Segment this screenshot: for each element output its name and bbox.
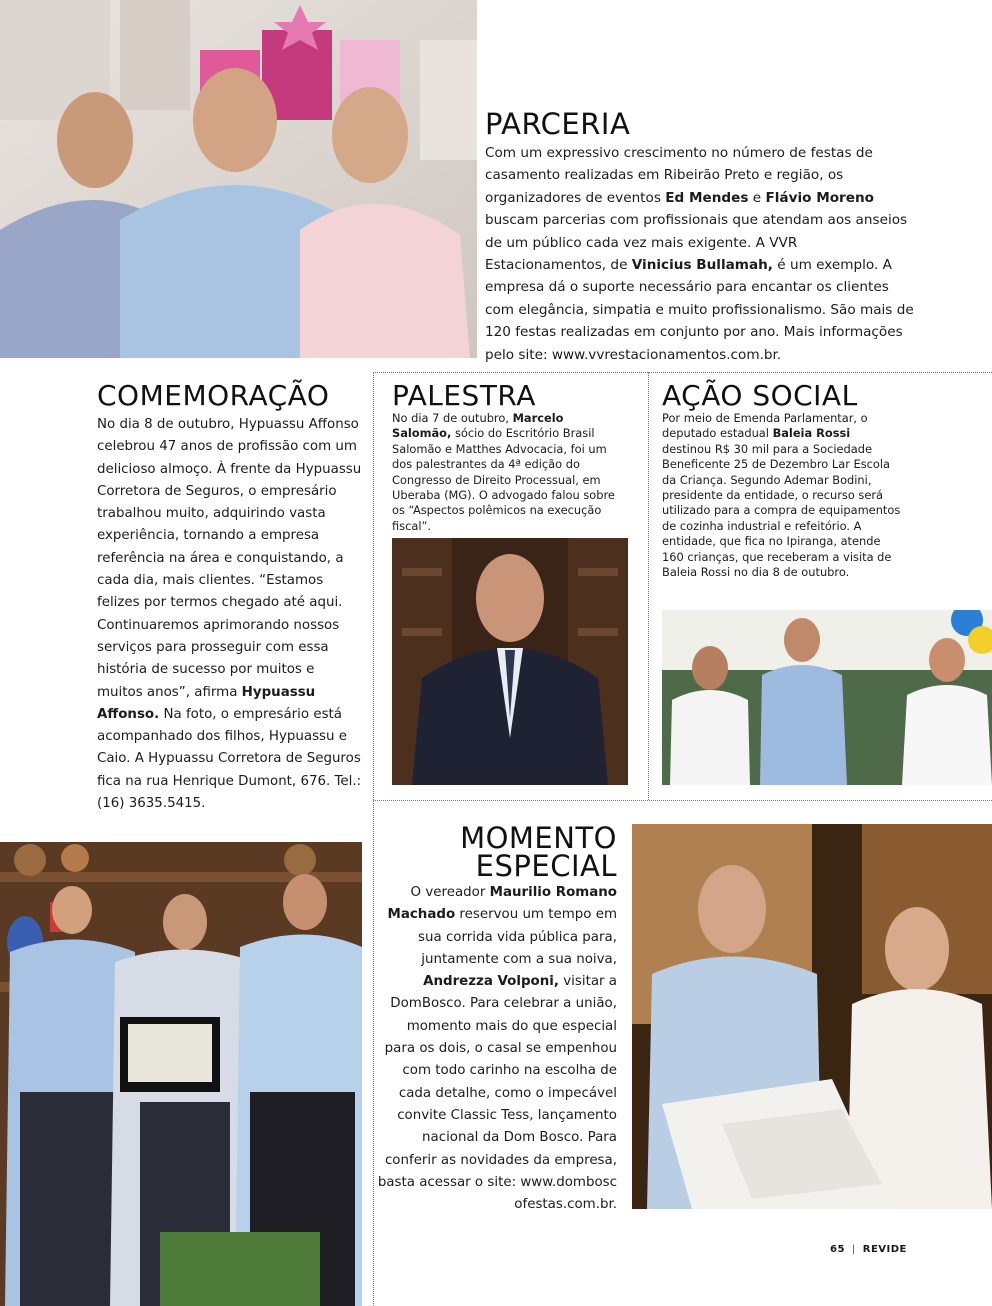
parceria-title: PARCERIA: [485, 107, 631, 141]
momento-text: O vereador Maurilio Romano Machado reservou um tempo em sua corrida vida pública para, juntamente com a sua noiva, Andrezza Volponi, visitar a DomBosco. Para celebrar a união, momento mais do que especial para os dois, o casal se empenhou com todo carinho na escolha de cada detalhe, como o impecável convite Classic Tess, lançamento nacional da Dom Bosco. Para conferir as novidades da empresa, basta acessar o site: www.dombosc ofestas.com.br.: [377, 885, 617, 1213]
footer-separator: |: [851, 1244, 856, 1255]
photo-parceria: [0, 0, 477, 358]
photo-palestra: [392, 538, 628, 785]
page-footer: [830, 1244, 907, 1255]
divider-col1: [373, 372, 374, 1306]
parceria-text: Com um expressivo crescimento no número de festas de casamento realizadas em Ribeirão Preto e região, os organizadores de eventos Ed Mendes e Flávio Moreno buscam parcerias com profissionais que atendam aos anseios de um público cada vez mais exigente. A VVR Estacionamentos, de Vinicius Bullamah, é um exemplo. A empresa dá o suporte necessário para encantar os clientes com elegância, simpatia e muito profissionalismo. São mais de 120 festas realizadas em conjunto por ano. Mais informações pelo site: www.vvrestacionamentos.com.br.: [485, 145, 914, 363]
comemoracao-text: No dia 8 de outubro, Hypuassu Affonso celebrou 47 anos de profissão com um delicioso almoço. À frente da Hypuassu Corretora de Seguros, o empresário trabalhou muito, adquirindo vasta experiência, tornando a empresa referência na área e conquistando, a cada dia, mais clientes. “Estamos felizes por termos chegado até aqui. Continuaremos aprimorando nossos serviços para prosseguir com essa história de sucesso por muitos e muitos anos”, afirma Hypuassu Affonso. Na foto, o empresário está acompanhado dos filhos, Hypuassu e Caio. A Hypuassu Corretora de Seguros fica na rua Henrique Dumont, 676. Tel.: (16) 3635.5415.: [97, 417, 362, 812]
photo-momento-especial: [632, 824, 992, 1209]
momento-title-line2: ESPECIAL: [475, 849, 617, 883]
photo-comemoracao: [0, 842, 362, 1306]
momento-title-line1: MOMENTO: [460, 821, 617, 855]
acao-social-title: AÇÃO SOCIAL: [662, 379, 858, 412]
divider-mid: [373, 800, 992, 801]
palestra-title: PALESTRA: [392, 379, 536, 412]
palestra-text: No dia 7 de outubro, Marcelo Salomão, sócio do Escritório Brasil Salomão e Matthes Advocacia, foi um dos palestrantes da 4ª edição do Congresso de Direito Processual, em Uberaba (MG). O advogado falou sobre os “Aspectos polêmicos na execução fiscal”.: [392, 411, 615, 533]
comemoracao-title: COMEMORAÇÃO: [97, 379, 330, 412]
acao-social-text: Por meio de Emenda Parlamentar, o deputado estadual Baleia Rossi destinou R$ 30 mil para a Sociedade Beneficente 25 de Dezembro Lar Escola da Criança. Segundo Ademar Bodini, presidente da entidade, o recurso será utilizado para a compra de equipamentos de cozinha industrial e refeitório. A entidade, que fica no Ipiranga, atende 160 crianças, que receberam a visita de Baleia Rossi no dia 8 de outubro.: [662, 411, 901, 580]
photo-acao-social: [662, 610, 992, 785]
page-number: 65: [830, 1244, 845, 1255]
divider-col2: [648, 372, 649, 800]
magazine-name: REVIDE: [862, 1244, 907, 1255]
divider-top: [373, 372, 992, 373]
